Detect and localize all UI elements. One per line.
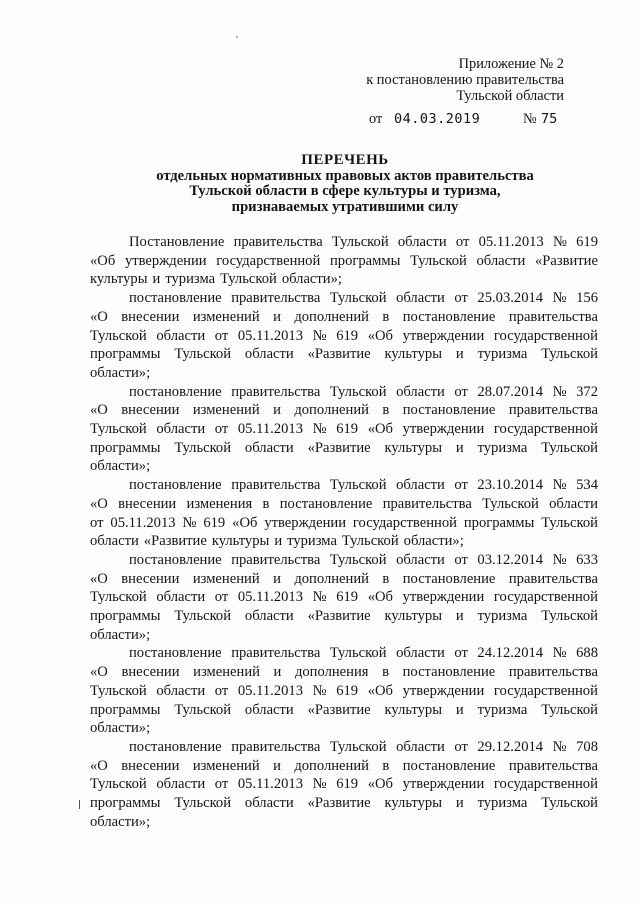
entry-line: «О внесении изменений и дополнений в постановление правительства — [90, 757, 598, 774]
entry-line: постановление правительства Тульской области от 25.03.2014 № 156 — [129, 290, 598, 307]
document-heading — [90, 153, 600, 215]
entry-line: «О внесении изменений и дополнений в постановление правительства — [90, 402, 598, 419]
margin-mark — [79, 800, 80, 809]
document-date: 04.03.2019 — [394, 111, 481, 127]
entry-line: области «Развитие культуры и туризма Тульской области»; — [90, 533, 464, 550]
list-item — [90, 551, 598, 645]
acts-list — [90, 233, 598, 832]
entry-line: от 05.11.2013 № 619 «Об утверждении государственной программы Тульской — [90, 514, 598, 531]
entry-line: области»; — [90, 364, 151, 381]
appendix-region: Тульской области — [456, 88, 564, 104]
list-item — [90, 289, 598, 383]
document-date-line — [369, 111, 569, 131]
list-item — [90, 644, 598, 738]
scan-speck — [236, 36, 238, 38]
entry-line: области»; — [90, 720, 151, 737]
entry-line: программы Тульской области «Развитие культуры и туризма Тульской — [90, 608, 598, 625]
appendix-number: Приложение № 2 — [458, 56, 564, 72]
list-item — [90, 383, 598, 477]
entry-line: постановление правительства Тульской области от 29.12.2014 № 708 — [129, 738, 598, 755]
entry-line: постановление правительства Тульской области от 28.07.2014 № 372 — [129, 383, 598, 400]
entry-line: программы Тульской области «Развитие культуры и туризма Тульской — [90, 795, 598, 812]
date-prefix: от — [369, 111, 383, 127]
appendix-reference: к постановлению правительства — [366, 72, 564, 88]
number-label: № — [523, 111, 537, 127]
entry-line: Тульской области от 05.11.2013 № 619 «Об утверждении государственной — [90, 776, 598, 793]
entry-line: «Об утверждении государственной программы Тульской области «Развитие — [90, 252, 598, 269]
entry-line: области»; — [90, 458, 151, 475]
entry-line: программы Тульской области «Развитие культуры и туризма Тульской — [90, 701, 598, 718]
list-item — [90, 476, 598, 551]
entry-line: культуры и туризма Тульской области»; — [90, 271, 342, 288]
document-number: 75 — [541, 111, 558, 127]
entry-line: постановление правительства Тульской области от 03.12.2014 № 633 — [129, 551, 598, 568]
entry-line: постановление правительства Тульской области от 24.12.2014 № 688 — [129, 645, 598, 662]
entry-line: Постановление правительства Тульской области от 05.11.2013 № 619 — [129, 234, 598, 250]
entry-line: Тульской области от 05.11.2013 № 619 «Об утверждении государственной — [90, 327, 598, 344]
list-item — [90, 233, 598, 289]
entry-line: области»; — [90, 626, 151, 643]
entry-line: программы Тульской области «Развитие культуры и туризма Тульской — [90, 439, 598, 456]
entry-line: области»; — [90, 813, 151, 830]
entry-line: программы Тульской области «Развитие культуры и туризма Тульской — [90, 346, 598, 363]
heading-line-1: отдельных нормативных правовых актов правительства — [156, 167, 534, 184]
heading-title: ПЕРЕЧЕНЬ — [301, 152, 389, 168]
entry-line: Тульской области от 05.11.2013 № 619 «Об утверждении государственной — [90, 589, 598, 606]
list-item — [90, 738, 598, 832]
heading-line-3: признаваемых утратившими силу — [231, 198, 459, 215]
appendix-header — [304, 56, 564, 104]
entry-line: «О внесении изменения в постановление правительства Тульской области — [90, 495, 598, 512]
entry-line: «О внесении изменений и дополнений в постановление правительства — [90, 308, 598, 325]
entry-line: «О внесении изменений и дополнений в постановление правительства — [90, 570, 598, 587]
entry-line: Тульской области от 05.11.2013 № 619 «Об утверждении государственной — [90, 421, 598, 438]
entry-line: «О внесении изменений и дополнения в постановление правительства — [90, 664, 598, 681]
entry-line: Тульской области от 05.11.2013 № 619 «Об утверждении государственной — [90, 682, 598, 699]
heading-line-2: Тульской области в сфере культуры и туризма, — [189, 183, 501, 199]
entry-line: постановление правительства Тульской области от 23.10.2014 № 534 — [129, 477, 598, 494]
